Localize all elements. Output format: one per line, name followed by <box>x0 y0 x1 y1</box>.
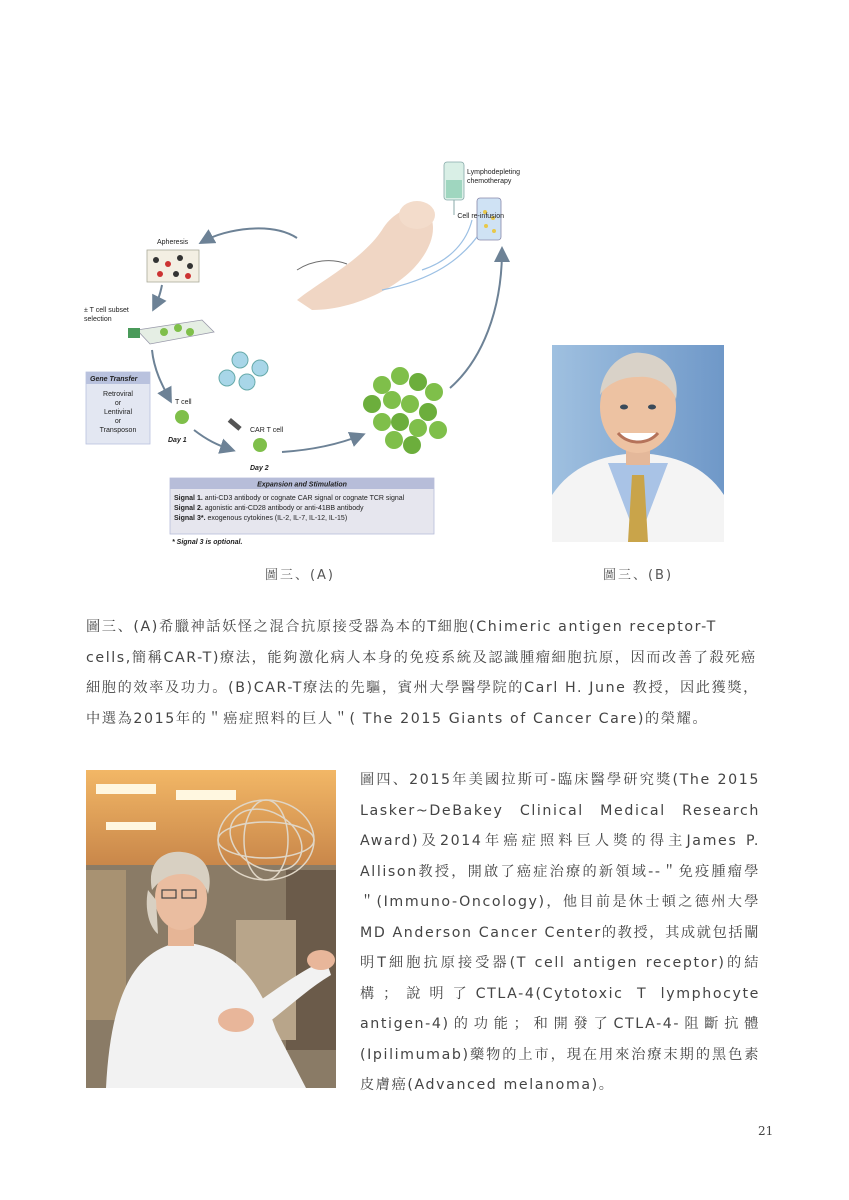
figure-4-photo <box>86 770 336 1088</box>
svg-text:Signal 2. agonistic anti-CD28 <box>174 505 364 512</box>
signal3-label: Signal 3*. <box>174 515 206 522</box>
gene-transfer-box <box>86 372 150 444</box>
cycle-arrow <box>282 435 362 452</box>
reinfusion-label: Cell re-infusion <box>457 213 504 220</box>
apheresis-icon <box>147 250 199 282</box>
signal3-text: exogenous cytokines (IL-2, IL-7, IL-12, IL-15) <box>205 515 348 522</box>
cycle-arrow <box>202 228 297 242</box>
cycle-arrow <box>450 250 502 388</box>
figure-3-description: 圖三、(A)希臘神話妖怪之混合抗原接受器為本的T細胞(Chimeric antigen receptor-T cells,簡稱CAR-T)療法，能夠激化病人本身的免疫系統及認識腫瘤細胞抗原，因而改善了殺死癌細胞的效率及功力。(B)CAR-T療法的先驅，賓州大學醫學院的Carl H. June 教授，因此獲獎，中選為2015年的＂癌症照料的巨人＂( The 2015 Giants of Cancer Care)的榮耀。 <box>86 619 759 727</box>
figure-3b-caption: 圖三、(B) <box>602 568 674 583</box>
selection-label: selection <box>84 316 112 323</box>
chemotherapy-bag-icon <box>444 162 464 215</box>
tcell-icon <box>175 410 189 424</box>
expansion-stimulation-box <box>170 478 434 534</box>
or-label: or <box>114 418 122 425</box>
figure-3b-portrait <box>552 345 724 542</box>
lentiviral-label: Lentiviral <box>103 409 133 416</box>
virus-particles-icon <box>219 352 268 390</box>
portrait-photo-icon <box>552 345 724 542</box>
day1-label: Day 1 <box>168 437 187 444</box>
cycle-arrow <box>154 285 162 308</box>
signal2-text: agonistic anti-CD28 antibody or anti-41BB antibody <box>202 505 364 512</box>
svg-text:Lymphodepleting <box>467 169 520 176</box>
svg-text:Signal 1. anti-CD3 antibody or <box>174 495 405 502</box>
transposon-label: Transposon <box>99 427 137 434</box>
signal-footnote: * Signal 3 is optional. <box>172 539 243 546</box>
retroviral-label: Retroviral <box>103 391 133 398</box>
chemotherapy-label: chemotherapy <box>467 178 512 185</box>
cycle-arrow <box>194 430 232 450</box>
flask-icon <box>128 320 214 344</box>
cart-cell-icon <box>228 418 267 452</box>
lab-portrait-photo-icon <box>86 770 336 1088</box>
page-number: 21 <box>758 1124 774 1138</box>
svg-text:chemotherapy <box>467 178 512 185</box>
lymphodepleting-label: Lymphodepleting <box>467 169 521 176</box>
tcell-label: T cell <box>175 399 192 406</box>
cycle-arrow <box>152 350 170 400</box>
expanded-cells-icon <box>363 367 447 454</box>
gene-transfer-title: Gene Transfer <box>90 376 138 383</box>
day2-label: Day 2 <box>250 465 269 472</box>
svg-text:Signal 3*. exogenous cytokines <box>174 515 347 522</box>
apheresis-label: Apheresis <box>157 239 189 246</box>
car-t-process-diagram <box>82 160 521 550</box>
signal2-label: Signal 2. <box>174 505 203 512</box>
figure-3a-caption: 圖三、(A) <box>264 568 336 583</box>
signal1-label: Signal 1. <box>174 495 203 502</box>
figure-3a-diagram <box>82 160 521 550</box>
subset-label: ± T cell subset <box>84 307 129 314</box>
or-label: or <box>114 400 122 407</box>
expansion-title: Expansion and Stimulation <box>257 481 347 489</box>
cart-label: CAR T cell <box>250 427 284 434</box>
signal1-text: anti-CD3 antibody or cognate CAR signal or cognate TCR signal <box>202 495 405 502</box>
figure-4-description: 圖四、2015年美國拉斯可-臨床醫學研究獎(The 2015 Lasker~DeBakey Clinical Medical Research Award)及2014年癌症照料巨人獎的得主James P. Allison教授，開啟了癌症治療的新領域--＂免疫腫瘤學＂(Immuno-Oncology)，他目前是休士頓之德州大學MD Anderson Cancer Center的教授，其成就包括闡明T細胞抗原接受器(T cell antigen receptor)的結構；說明了CTLA-4(Cytotoxic T lymphocyte antigen-4)的功能；和開發了CTLA-4-阻斷抗體(Ipilimumab)藥物的上市，現在用來治療末期的黑色素皮膚癌(Advanced melanoma)。 <box>360 772 760 1093</box>
patient-figure <box>297 201 482 310</box>
